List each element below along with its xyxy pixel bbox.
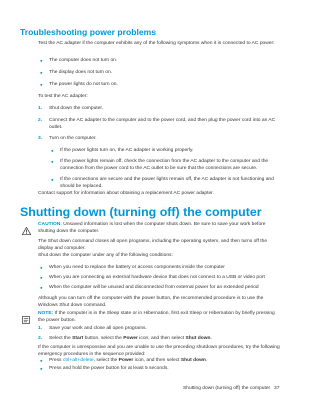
note-text — [38, 311, 282, 324]
step-text: Save your work and close all open programs. — [49, 326, 147, 331]
bullet-icon: ● — [40, 82, 43, 87]
condition-item: When you are connecting an external hardware device that does not connect to a USB or video port — [49, 275, 265, 280]
bullet-icon: ● — [40, 285, 43, 290]
step-number: 2. — [38, 336, 43, 341]
page-number: 37 — [274, 386, 280, 391]
emergency-item: Press ctrl+alt+delete, select the Power icon, and then select Shut down. — [49, 358, 208, 363]
start-button-label: Start — [72, 336, 84, 341]
substep-item: If the power lights turn on, the AC adapter is working properly. — [60, 148, 194, 153]
warning-triangle-icon — [22, 222, 36, 230]
step-text: Shut down the computer. — [49, 106, 104, 111]
note-page-icon — [22, 311, 36, 319]
footer-section-title: Shutting down (turning off) the computer — [183, 386, 271, 391]
symptom-item: The computer does not turn on. — [49, 58, 118, 63]
key-combo: ctrl+alt+delete — [62, 358, 94, 363]
symptom-item: The display does not turn on. — [49, 70, 113, 75]
power-icon-label: Power — [123, 336, 138, 341]
step-text: Connect the AC adapter to the computer and to the power cord, and then plug the power cord into an AC outlet. — [49, 118, 276, 130]
step-number: 1. — [38, 106, 43, 111]
note-label: NOTE: — [38, 311, 54, 316]
unresponsive-text: If the computer is unresponsive and you are unable to use the preceding shutdown procedures, try the following emergency procedures in the sequence provided: — [38, 345, 280, 357]
symptom-item: The power lights do not turn on. — [49, 82, 118, 87]
support-text: Contact support for information about obtaining a replacement AC power adapter. — [38, 191, 214, 196]
substep-item: If the connections are secure and the power lights remain off, the AC adapter is not functioning and should be replaced. — [60, 177, 274, 189]
step-text: Select the Start button, select the Power icon, and then select Shut down. — [49, 336, 212, 341]
step-number: 3. — [38, 136, 43, 141]
bullet-icon: ● — [51, 159, 54, 164]
step-number: 1. — [38, 326, 43, 331]
step-number: 2. — [38, 118, 43, 123]
bullet-icon: ● — [51, 177, 54, 182]
bullet-icon: ● — [40, 366, 43, 371]
test-label: To test the AC adapter: — [38, 94, 88, 99]
troubleshooting-heading: Troubleshooting power problems — [20, 27, 157, 37]
bullet-icon: ● — [40, 275, 43, 280]
condition-item: When the computer will be unused and disconnected from external power for an extended period — [49, 285, 259, 290]
caution-label: CAUTION: — [38, 222, 62, 227]
shutdown-heading: Shutting down (turning off) the computer — [20, 205, 262, 219]
bullet-icon: ● — [51, 148, 54, 153]
note-body: If the computer is in the Sleep state or in Hibernation, first exit Sleep or Hibernation by briefly pressing the power button. — [38, 311, 275, 323]
bullet-icon: ● — [40, 58, 43, 63]
substep-item: If the power lights remain off, check the connection from the AC adapter to the computer and the connection from the power cord to the AC outlet to be sure that the connections are secure. — [60, 159, 269, 171]
shutdown-para-1: The Shut down command closes all open programs, including the operating system, and then turns off the display and computer. — [38, 239, 268, 251]
conditions-intro: Shut down the computer under any of the following conditions: — [38, 253, 173, 258]
shutdown-para-2: Although you can turn off the computer with the power button, the recommended procedure is to use the Windows Shut down command. — [38, 296, 264, 308]
step-text: Turn on the computer. — [49, 136, 97, 141]
shutdown-command-label: Shut down — [185, 336, 211, 341]
troubleshooting-intro: Test the AC adapter if the computer exhibits any of the following symptoms when it is connected to AC power: — [38, 41, 275, 46]
caution-text — [38, 222, 282, 235]
bullet-icon: ● — [40, 358, 43, 363]
bullet-icon: ● — [40, 265, 43, 270]
condition-item: When you need to replace the battery or access components inside the computer — [49, 265, 225, 270]
bullet-icon: ● — [40, 70, 43, 75]
emergency-item: Press and hold the power button for at least 5 seconds. — [49, 366, 169, 371]
caution-body: Unsaved information is lost when the computer shuts down. Be sure to save your work before shutting down the computer. — [38, 222, 266, 234]
